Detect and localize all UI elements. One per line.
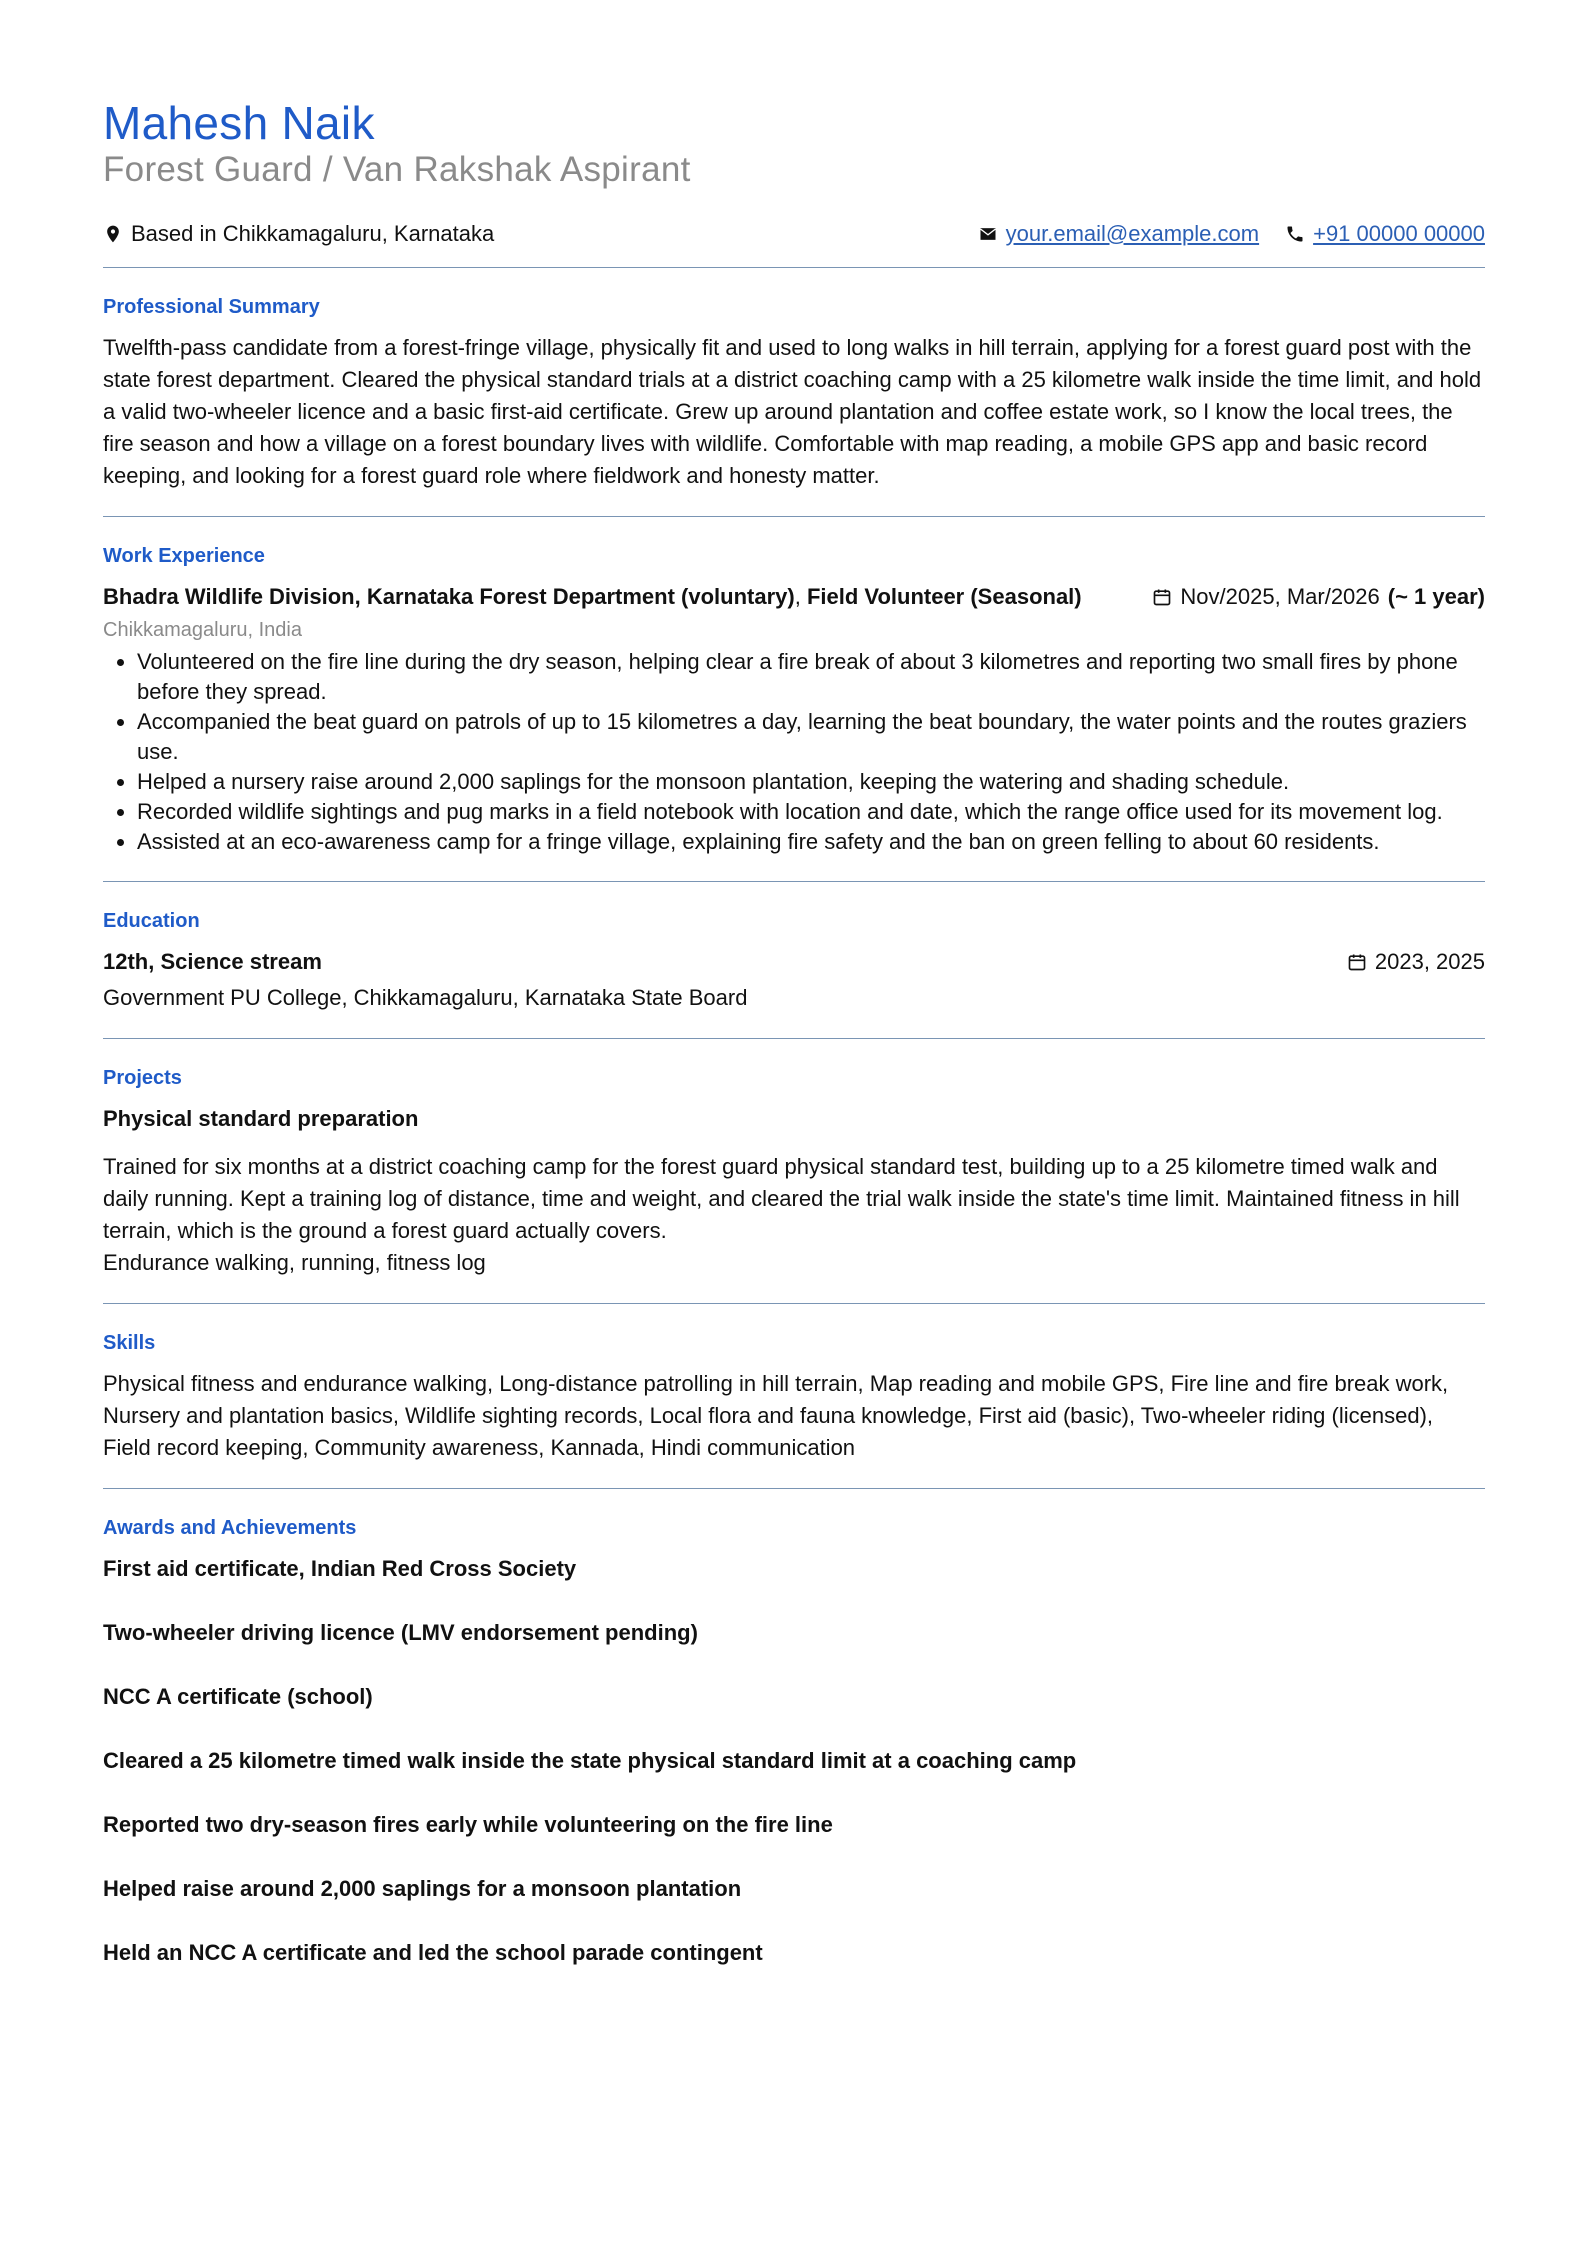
- job-dates: [1152, 581, 1485, 613]
- phone-link[interactable]: +91 00000 00000: [1313, 220, 1485, 246]
- award-item: Helped raise around 2,000 saplings for a monsoon plantation: [103, 1875, 742, 1901]
- awards-heading: Awards and Achievements: [103, 1516, 357, 1539]
- project-description: Trained for six months at a district coaching camp for the forest guard physical standard test, building up to a 25 kilometre timed walk and daily running. Kept a training log of distance, time and weight, and cleared the trial walk inside the state's time limit. Maintained fitness in hill terrain, which is the ground a forest guard actually covers.: [103, 1153, 1460, 1243]
- award-item: Two-wheeler driving licence (LMV endorsement pending): [103, 1619, 698, 1645]
- calendar-icon: [1347, 952, 1367, 972]
- project-tags: Endurance walking, running, fitness log: [103, 1249, 486, 1275]
- education-school: Government PU College, Chikkamagaluru, Karnataka State Board: [103, 984, 748, 1010]
- job-duration: (~ 1 year): [1387, 583, 1485, 609]
- contact-bar: [103, 219, 1485, 249]
- list-item: • Accompanied the beat guard on patrols of up to 15 kilometres a day, learning the beat boundary, the water points and the routes graziers use.: [137, 707, 1485, 767]
- skills-section: [103, 1304, 1485, 1488]
- experience-section: [103, 517, 1485, 881]
- projects-section: [103, 1039, 1485, 1303]
- job-title: [103, 581, 1082, 613]
- education-header: [103, 946, 1485, 978]
- job-organization: Bhadra Wildlife Division, Karnataka Forest Department (voluntary): [103, 583, 795, 609]
- job-header: [103, 581, 1485, 613]
- projects-heading: Projects: [103, 1066, 182, 1089]
- location-text: Based in Chikkamagaluru, Karnataka: [131, 220, 495, 246]
- list-item: • Assisted at an eco-awareness camp for a fringe village, explaining fire safety and the ban on green felling to about 60 residents.: [137, 827, 1485, 857]
- job-title-separator: ,: [794, 583, 807, 609]
- award-item: First aid certificate, Indian Red Cross Society: [103, 1555, 577, 1581]
- award-item: NCC A certificate (school): [103, 1683, 373, 1709]
- education-section: [103, 882, 1485, 1038]
- location-item: [103, 219, 494, 249]
- phone-icon: [1285, 224, 1305, 244]
- phone-item: [1285, 219, 1485, 249]
- list-item: • Recorded wildlife sightings and pug marks in a field notebook with location and date, which the range office used for its movement log.: [137, 797, 1485, 827]
- job-position: Field Volunteer (Seasonal): [806, 583, 1082, 609]
- award-item: Reported two dry-season fires early while volunteering on the fire line: [103, 1811, 833, 1837]
- candidate-name: Mahesh Naik: [103, 97, 375, 149]
- education-dates-block: [1347, 946, 1485, 978]
- location-block: [103, 219, 494, 249]
- education-dates: 2023, 2025: [1374, 948, 1485, 974]
- email-item: [978, 219, 1259, 249]
- email-link[interactable]: your.email@example.com: [1005, 220, 1260, 246]
- list-item: • Helped a nursery raise around 2,000 saplings for the monsoon plantation, keeping the watering and shading schedule.: [137, 767, 1485, 797]
- awards-section: [103, 1489, 1485, 2025]
- project-title: Physical standard preparation: [103, 1105, 419, 1131]
- job-date-range: Nov/2025, Mar/2026: [1180, 583, 1380, 609]
- education-heading: Education: [103, 909, 200, 932]
- candidate-role: Forest Guard / Van Rakshak Aspirant: [103, 149, 691, 189]
- location-pin-icon: [103, 224, 123, 244]
- award-item: Cleared a 25 kilometre timed walk inside the state physical standard limit at a coaching camp: [103, 1747, 1077, 1773]
- contact-links: [978, 219, 1485, 249]
- mail-icon: [978, 224, 998, 244]
- summary-section: [103, 268, 1485, 516]
- job-location: Chikkamagaluru, India: [103, 618, 302, 641]
- education-degree: 12th, Science stream: [103, 948, 322, 974]
- job-bullets: [103, 647, 1485, 857]
- award-item: Held an NCC A certificate and led the school parade contingent: [103, 1939, 763, 1965]
- summary-heading: Professional Summary: [103, 295, 320, 318]
- skills-heading: Skills: [103, 1331, 156, 1354]
- skills-text: Physical fitness and endurance walking, Long-distance patrolling in hill terrain, Map reading and mobile GPS, Fire line and fire break work, Nursery and plantation basics, Wildlife sighting records, Local flora and fauna knowledge, First aid (basic), Two-wheeler riding (licensed), Field record keeping, Community awareness, Kannada, Hindi communication: [103, 1370, 1449, 1460]
- summary-text: Twelfth-pass candidate from a forest-fringe village, physically fit and used to long walks in hill terrain, applying for a forest guard post with the state forest department. Cleared the physical standard trials at a district coaching camp with a 25 kilometre walk inside the time limit, and hold a valid two-wheeler licence and a basic first-aid certificate. Grew up around plantation and coffee estate work, so I know the local trees, the fire season and how a village on a forest boundary lives with wildlife. Comfortable with map reading, a mobile GPS app and basic record keeping, and looking for a forest guard role where fieldwork and honesty matter.: [103, 334, 1482, 488]
- experience-heading: Work Experience: [103, 544, 265, 567]
- calendar-icon: [1152, 587, 1172, 607]
- list-item: • Volunteered on the fire line during the dry season, helping clear a fire break of about 3 kilometres and reporting two small fires by phone before they spread.: [137, 647, 1485, 707]
